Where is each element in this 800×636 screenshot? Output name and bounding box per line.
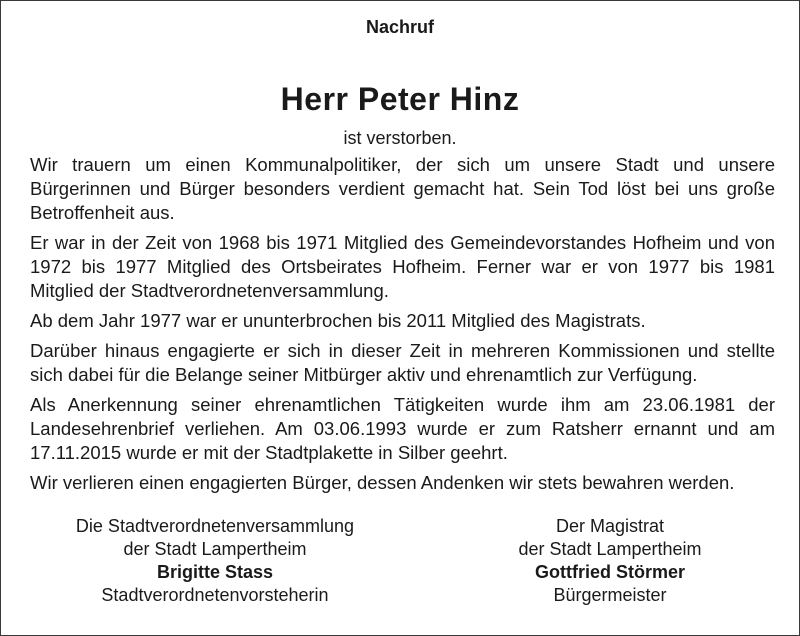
deceased-name: Herr Peter Hinz [280, 81, 520, 117]
paragraph: Ab dem Jahr 1977 war er ununterbrochen bis 2011 Mitglied des Magistrats. [30, 310, 646, 331]
signature-role: Stadtverordnetenvorsteherin [101, 585, 329, 605]
signature-city: der Stadt Lampertheim [518, 539, 702, 559]
signature-block-left [35, 515, 395, 607]
notice-subheading: ist verstorben. [343, 128, 457, 148]
signature-org: Die Stadtverordnetenversammlung [75, 516, 355, 536]
signature-org: Der Magistrat [555, 516, 665, 536]
paragraph: Wir verlieren einen engagierten Bürger, dessen Andenken wir stets bewahren werden. [30, 472, 735, 493]
signature-person: Gottfried Störmer [534, 562, 685, 582]
signature-block-right [430, 515, 790, 607]
notice-body [30, 153, 775, 501]
paragraph: Als Anerkennung seiner ehrenamtlichen Tätigkeiten wurde ihm am 23.06.1981 der Landesehrenbrief verliehen. Am 03.06.1993 wurde er zum Ratsherr ernannt und am 17.11.2015 wurde er mit der Stadtplakette in Silber geehrt. [30, 394, 775, 463]
paragraph: Wir trauern um einen Kommunalpolitiker, der sich um unsere Stadt und unsere Bürgerinnen und Bürger besonders verdient gemacht hat. Sein Tod löst bei uns große Betroffenheit aus. [30, 154, 775, 223]
signature-city: der Stadt Lampertheim [123, 539, 307, 559]
signature-person: Brigitte Stass [156, 562, 274, 582]
notice-heading: Nachruf [365, 17, 434, 37]
signature-role: Bürgermeister [553, 585, 667, 605]
paragraph: Er war in der Zeit von 1968 bis 1971 Mitglied des Gemeindevorstandes Hofheim und von 1972 bis 1977 Mitglied des Ortsbeirates Hofheim. Ferner war er von 1977 bis 1981 Mitglied der Stadtverordnetenversammlung. [30, 232, 775, 301]
paragraph: Darüber hinaus engagierte er sich in dieser Zeit in mehreren Kommissionen und stellte sich dabei für die Belange seiner Mitbürger aktiv und ehrenamtlich zur Verfügung. [30, 340, 775, 385]
